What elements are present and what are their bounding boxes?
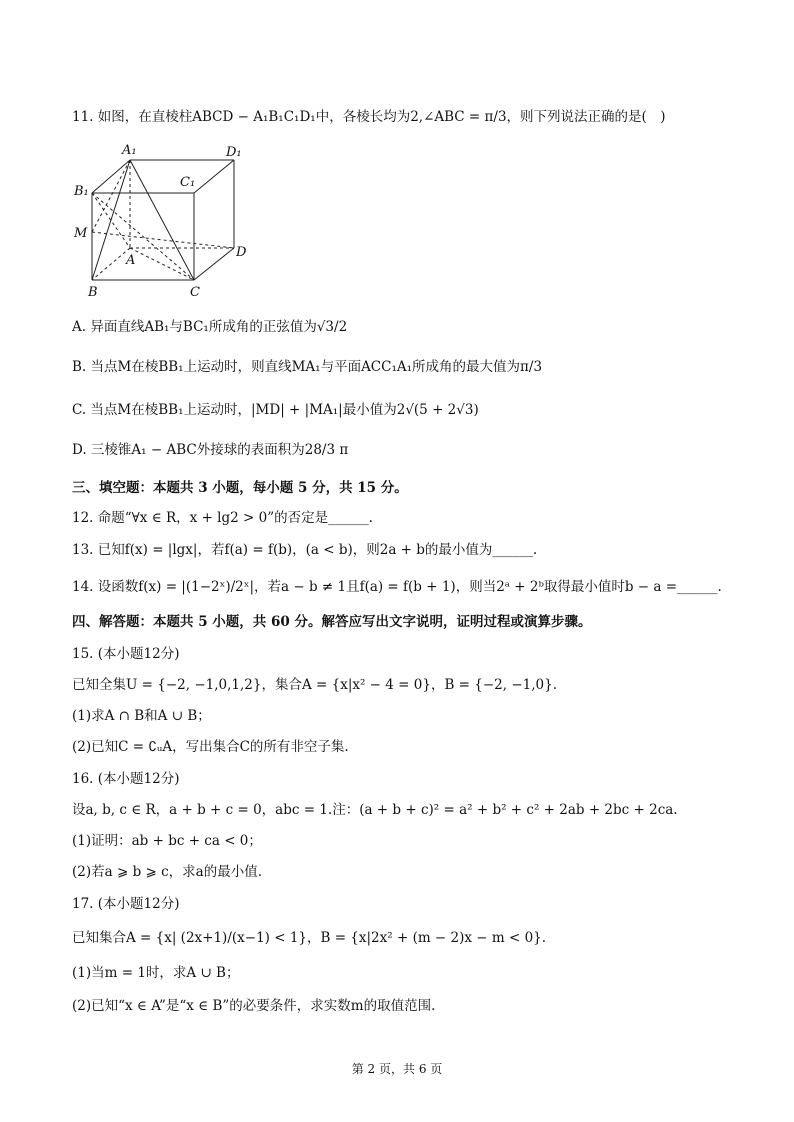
label-B1: B₁ [74,184,89,199]
label-B: B [88,285,98,300]
question-11-stem: 11. 如图，在直棱柱ABCD − A₁B₁C₁D₁中，各棱长均为2,∠ABC = π/3，则下列说法正确的是( ) [72,109,666,125]
label-D1: D₁ [226,145,242,160]
label-M: M [74,226,88,241]
question-16-header: 16. (本小题12分) [72,771,180,787]
edge-CD [194,248,234,280]
question-17-part1: (1)当m = 1时，求A ∪ B； [72,965,240,981]
section-4-heading: 四、解答题：本题共 5 小题，共 60 分。解答应写出文字说明，证明过程或演算步骤。 [72,614,592,630]
label-C1: C₁ [180,175,196,190]
option-11a: A. 异面直线AB₁与BC₁所成角的正弦值为√3/2 [72,319,348,335]
hidden-segment-B1C [92,193,194,280]
prism-figure [70,140,260,300]
label-C: C [190,285,200,300]
option-11b: B. 当点M在棱BB₁上运动时，则直线MA₁与平面ACC₁A₁所成角的最大值为π/3 [72,359,543,375]
question-15-stem: 已知全集U = {−2, −1,0,1,2}，集合A = {x|x² − 4 = 0}，B = {−2, −1,0}. [72,677,557,693]
question-13: 13. 已知f(x) = |lgx|，若f(a) = f(b)，(a < b)，则2a + b的最小值为______. [72,542,538,558]
question-17-stem: 已知集合A = {x| (2x+1)/(x−1) < 1}，B = {x|2x² + (m − 2)x − m < 0}. [72,930,547,946]
question-15-part2: (2)已知C = ∁ᵤA，写出集合C的所有非空子集. [72,739,349,755]
question-16-stem: 设a, b, c ∈ R，a + b + c = 0，abc = 1.注：(a + b + c)² = a² + b² + c² + 2ab + 2bc + 2ca. [72,802,678,818]
option-11c: C. 当点M在棱BB₁上运动时，|MD| + |MA₁|最小值为2√(5 + 2√3) [72,402,479,418]
hidden-edge-AB [92,248,130,280]
label-D: D [236,245,247,260]
question-17-header: 17. (本小题12分) [72,896,180,912]
label-A: A [126,253,136,268]
question-15-header: 15. (本小题12分) [72,646,180,662]
section-3-heading: 三、填空题：本题共 3 小题，每小题 5 分，共 15 分。 [72,480,408,496]
label-A1: A₁ [122,143,137,158]
question-16-part2: (2)若a ⩾ b ⩾ c，求a的最小值. [72,864,263,880]
page-footer: 第 2 页，共 6 页 [351,1062,443,1076]
edge-C1D1 [194,160,234,193]
hidden-segment-MD [92,232,234,248]
question-12: 12. 命题“∀x ∈ R，x + lg2 > 0”的否定是______. [72,510,373,526]
question-17-part2: (2)已知“x ∈ A”是“x ∈ B”的必要条件，求实数m的取值范围. [72,998,436,1014]
question-16-part1: (1)证明：ab + bc + ca < 0； [72,833,262,849]
question-15-part1: (1)求A ∩ B和A ∪ B； [72,708,211,724]
question-14: 14. 设函数f(x) = |(1−2ˣ)/2ˣ|，若a − b ≠ 1且f(a) = f(b + 1)，则当2ᵃ + 2ᵇ取得最小值时b − a =______. [72,579,722,595]
option-11d: D. 三棱锥A₁ − ABC外接球的表面积为28/3 π [72,442,349,458]
